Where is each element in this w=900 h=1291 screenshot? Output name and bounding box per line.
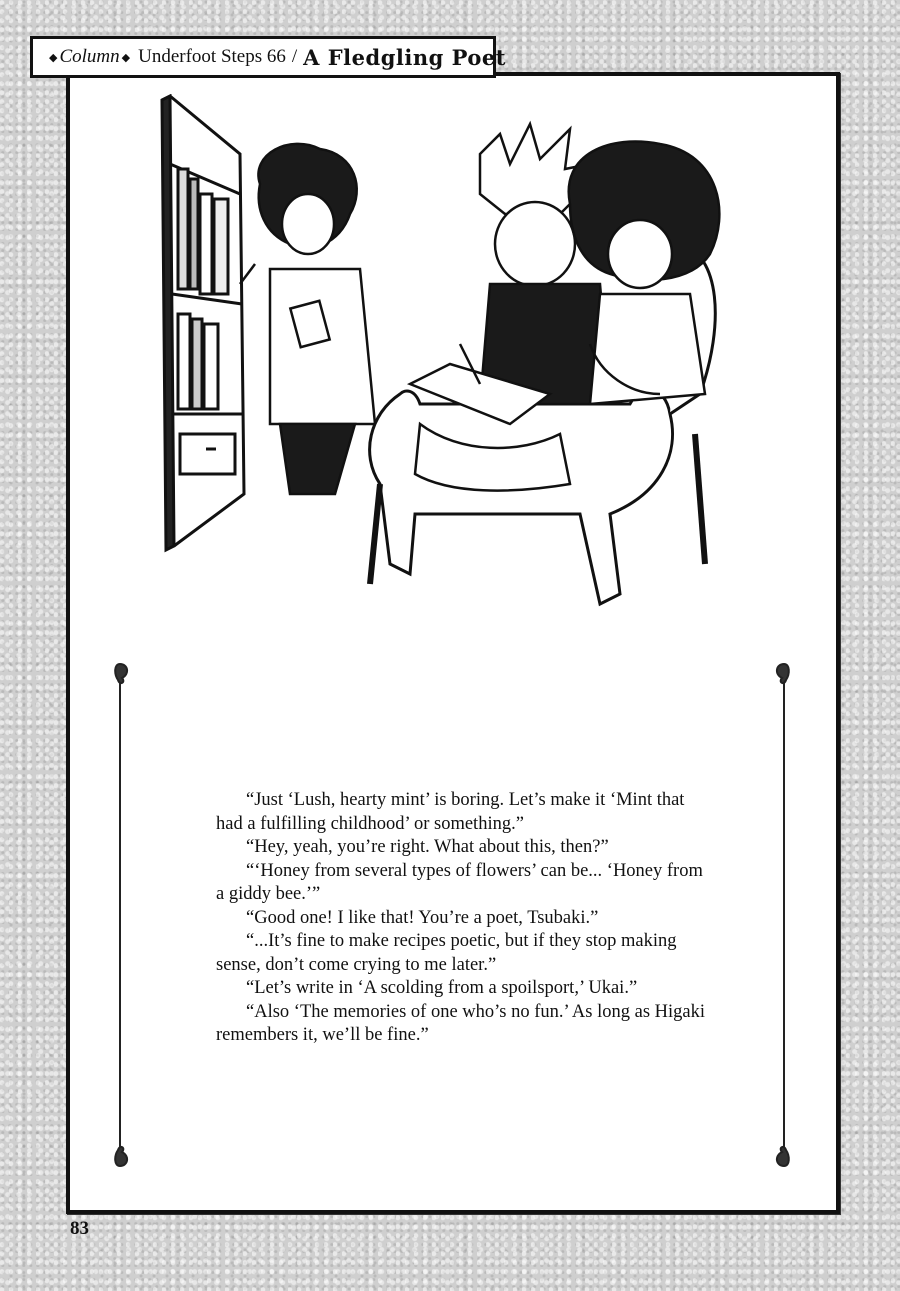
paragraph: “Let’s write in ‘A scolding from a spoilsport,’ Ukai.” bbox=[246, 978, 638, 998]
diamond-icon: ◆ bbox=[49, 51, 58, 64]
paragraph: “Also ‘The memories of one who’s no fun.’ As long as Higaki remembers it, we’ll be fine.” bbox=[216, 1001, 705, 1045]
paragraph: “Good one! I like that! You’re a poet, Tsubaki.” bbox=[246, 907, 599, 928]
page-number: 83 bbox=[70, 1218, 89, 1239]
story-text bbox=[216, 789, 706, 1048]
column-label: Column bbox=[59, 46, 120, 67]
column-header bbox=[30, 36, 506, 78]
diamond-icon: ◆ bbox=[121, 51, 131, 64]
chapter-title: A Fledgling Poet bbox=[303, 44, 506, 70]
paragraph: “Just ‘Lush, hearty mint’ is boring. Let’s make it ‘Mint that had a fulfilling childhood’ or something.” bbox=[216, 790, 685, 834]
title-separator: / bbox=[291, 46, 298, 67]
standing-character-icon bbox=[240, 144, 375, 494]
paragraph: “Hey, yeah, you’re right. What about this, then?” bbox=[246, 837, 609, 857]
paragraph: “‘Honey from several types of flowers’ can be... ‘Honey from a giddy bee.’” bbox=[216, 860, 703, 904]
paragraph: “...It’s fine to make recipes poetic, but if they stop making sense, don’t come crying to me later.” bbox=[216, 931, 677, 975]
series-title: Underfoot Steps 66 bbox=[138, 46, 286, 67]
bookshelf-icon bbox=[162, 96, 244, 550]
manga-illustration-icon bbox=[160, 94, 750, 649]
